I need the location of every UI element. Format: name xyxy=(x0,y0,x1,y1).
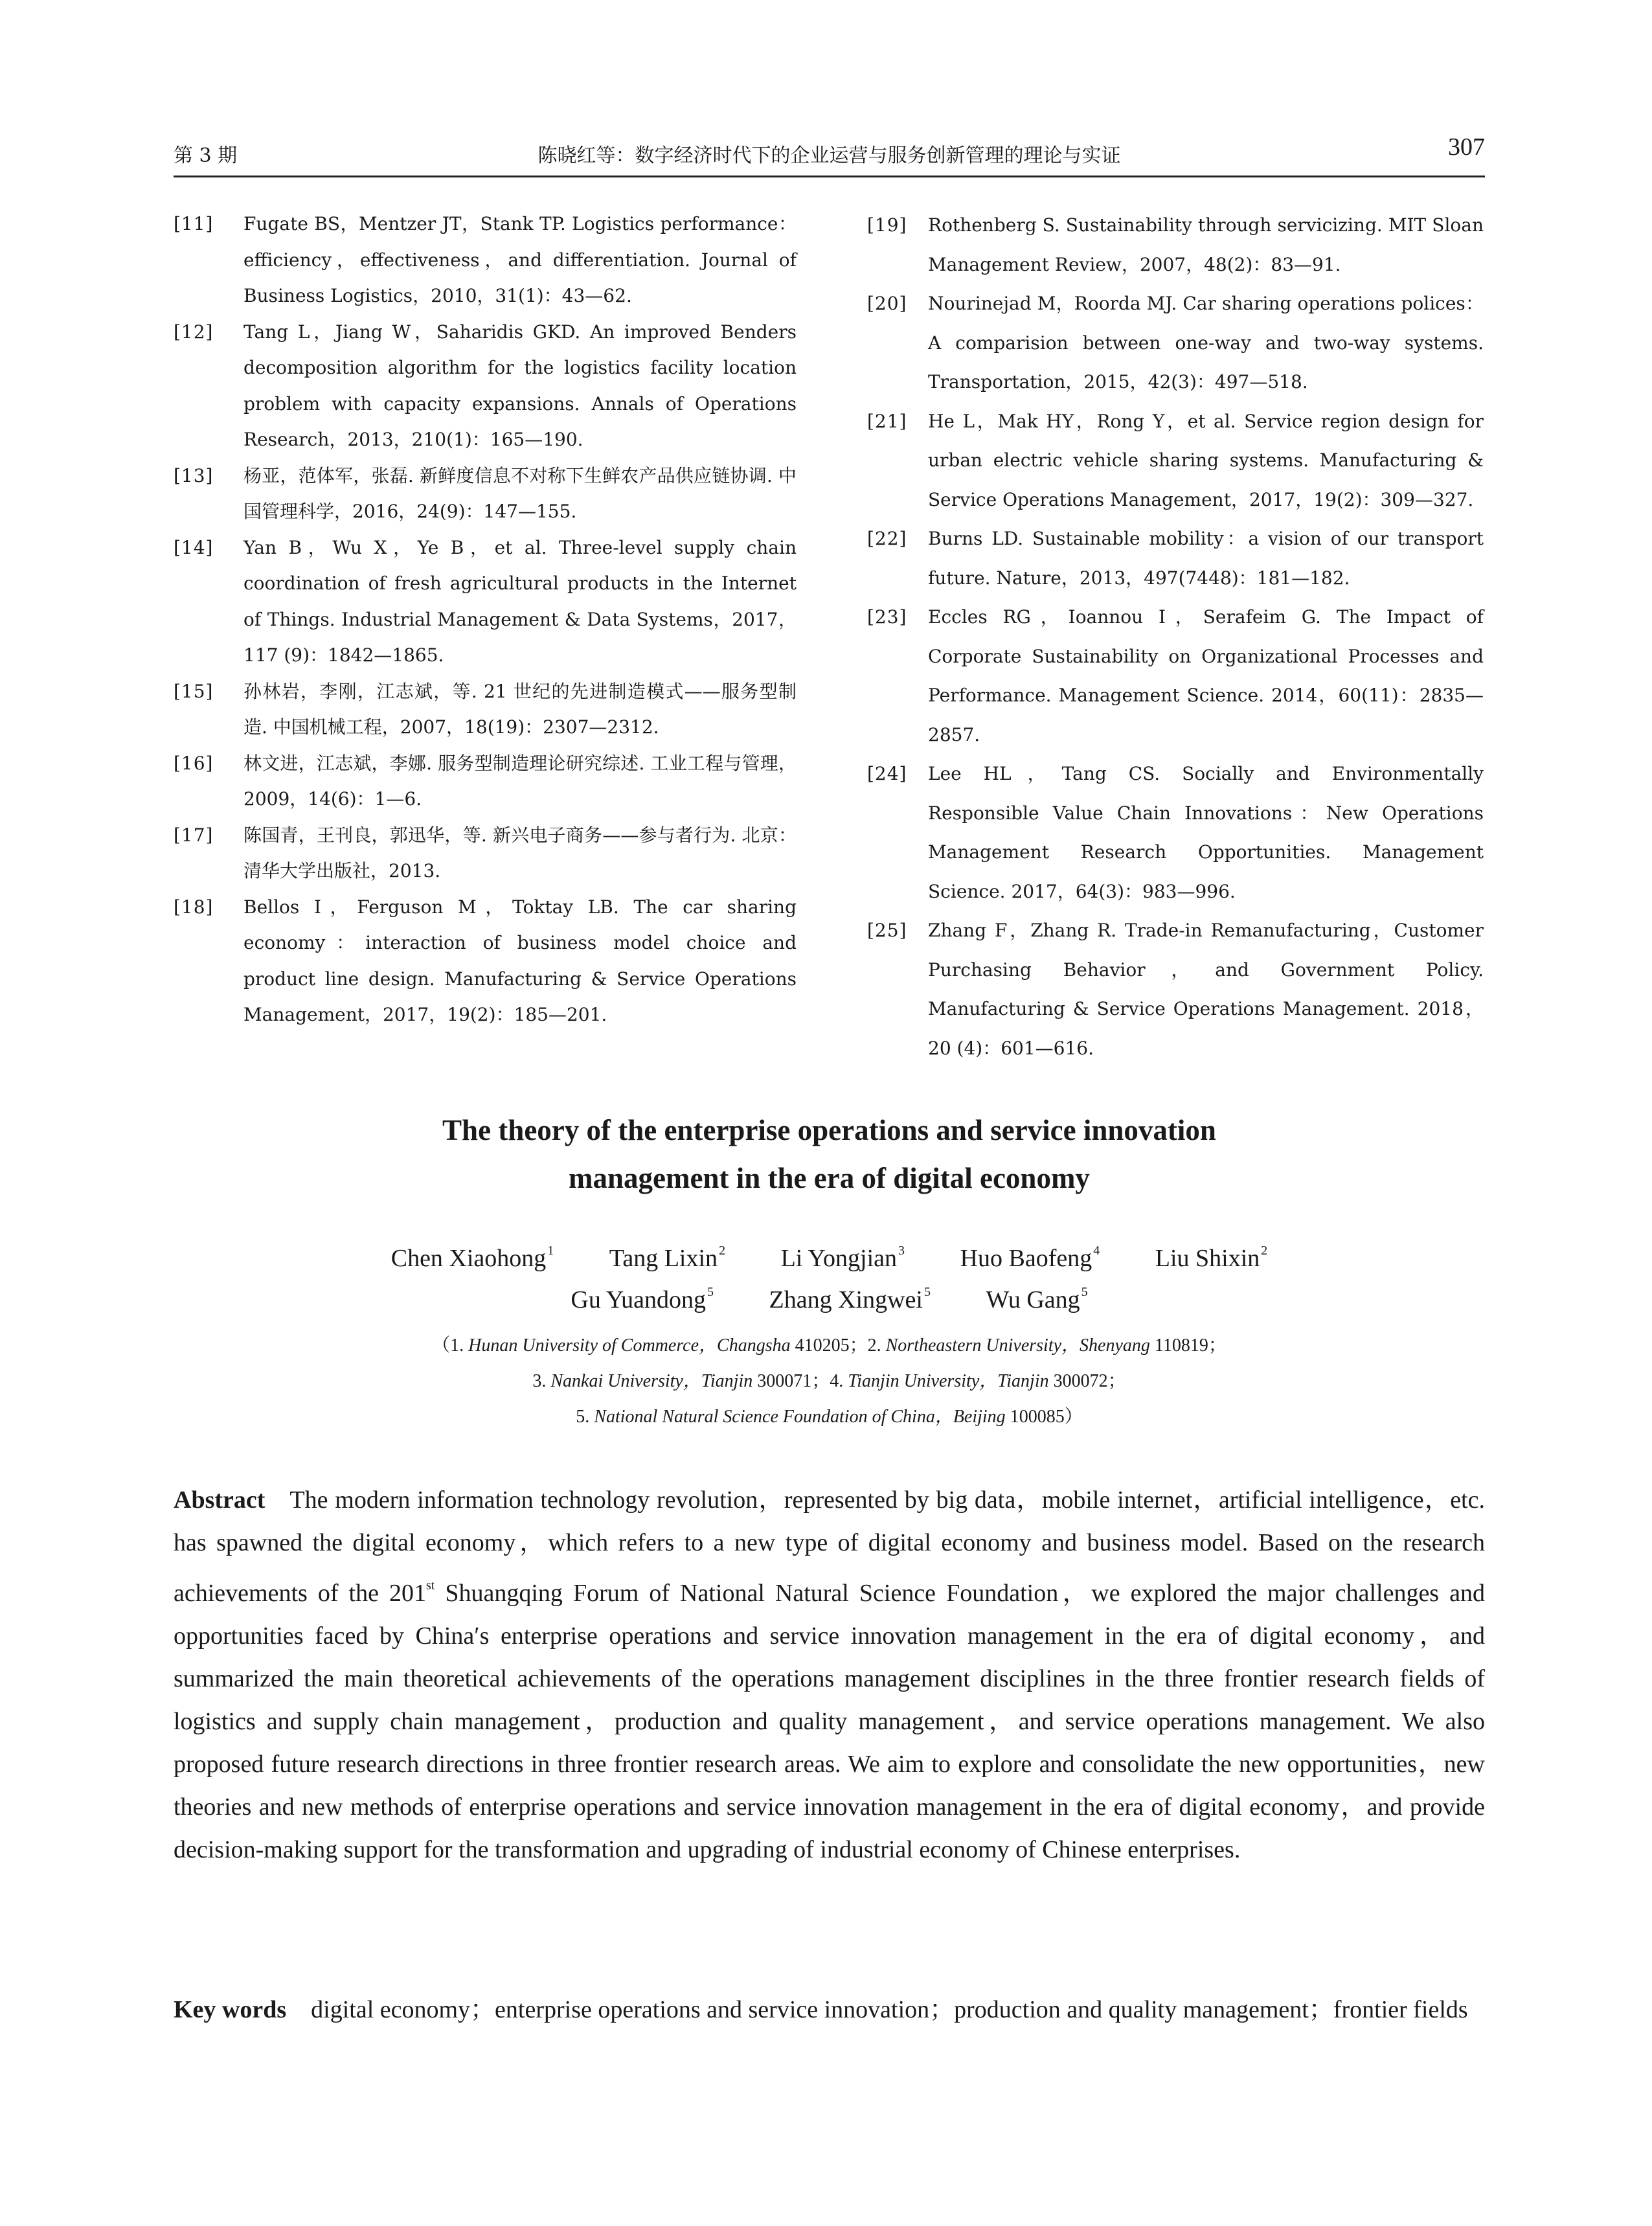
affiliation-text: 410205；2. xyxy=(795,1335,881,1356)
affiliation-institution: Hunan University of Commerce，Changsha xyxy=(468,1335,791,1356)
affiliation-line xyxy=(174,1367,1485,1392)
reference-item xyxy=(174,674,797,745)
abstract-text: Shuangqing Forum of National Natural Science Foundation，we explored the major challenges and opportunities faced by China′s enterprise operations and service innovation management in the era of digital economy，and summarized the main theoretical achievements of the operations management disciplines in the three frontier research fields of logistics and supply chain management，production and quality management，and service operations management. We also proposed future research directions in three frontier research areas. We aim to explore and consolidate the new opportunities，new theories and new methods of enterprise operations and service innovation management in the era of digital economy，and provide decision-making support for the transformation and upgrading of industrial economy of Chinese enterprises. xyxy=(174,1580,1485,1863)
affiliation-text: （1. xyxy=(432,1335,464,1356)
abstract-label: Abstract xyxy=(174,1486,266,1514)
reference-number: [16] xyxy=(174,752,214,774)
author-list xyxy=(174,1285,1485,1314)
affiliation-institution: Nankai University，Tianjin xyxy=(550,1371,753,1391)
running-title: 陈晓红等：数字经济时代下的企业运营与服务创新管理的理论与实证 xyxy=(537,144,1121,167)
reference-item xyxy=(174,458,797,530)
keywords xyxy=(174,1988,1485,2031)
reference-text: Yan B，Wu X，Ye B，et al. Three-level supply chain coordination of fresh agricultural products in the Internet of Things. Industrial Management & Data Systems，2017，117 (9)：1842—1865. xyxy=(243,536,797,666)
reference-item xyxy=(867,911,1484,1068)
reference-number: [17] xyxy=(174,824,214,846)
header-rule xyxy=(174,176,1485,177)
affiliation-text: 5. xyxy=(576,1407,590,1427)
reference-item xyxy=(867,402,1484,520)
reference-text: Eccles RG，Ioannou I，Serafeim G. The Impact of Corporate Sustainability on Organizational Processes and Performance. Management Science. 2014，60(11)：2835—2857. xyxy=(928,606,1484,745)
author xyxy=(960,1244,1100,1273)
reference-number: [11] xyxy=(174,213,214,234)
author-affiliation-mark: 3 xyxy=(898,1244,905,1258)
author-affiliation-mark: 2 xyxy=(719,1244,726,1258)
reference-text: He L，Mak HY，Rong Y，et al. Service region design for urban electric vehicle sharing systems. Manufacturing & Service Operations Management，2017，19(2)：309—327. xyxy=(928,410,1484,510)
reference-number: [18] xyxy=(174,896,214,918)
author xyxy=(1155,1244,1268,1273)
affiliation-text: 3. xyxy=(532,1371,547,1391)
author-affiliation-mark: 5 xyxy=(1081,1285,1088,1299)
reference-text: Zhang F，Zhang R. Trade-in Remanufacturing，Customer Purchasing Behavior，and Government Policy. Manufacturing & Service Operations Management. 2018，20 (4)：601—616. xyxy=(928,920,1484,1059)
author-affiliation-mark: 5 xyxy=(923,1285,931,1299)
reference-text: Nourinejad M，Roorda MJ. Car sharing operations polices：A comparision between one-way and two-way systems. Transportation，2015，42(3)：497—518. xyxy=(928,293,1484,392)
author-affiliation-mark: 5 xyxy=(707,1285,714,1299)
author-name: Huo Baofeng xyxy=(960,1245,1092,1272)
reference-text: Bellos I，Ferguson M，Toktay LB. The car sharing economy：interaction of business model choice and product line design. Manufacturing & Service Operations Management，2017，19(2)：185—201. xyxy=(243,896,797,1025)
author-name: Tang Lixin xyxy=(609,1245,718,1272)
reference-item xyxy=(174,206,797,314)
abstract xyxy=(174,1479,1485,1871)
author-affiliation-mark: 1 xyxy=(547,1244,554,1258)
keywords-label: Key words xyxy=(174,1996,287,2023)
reference-number: [15] xyxy=(174,680,214,702)
ordinal-superscript: st xyxy=(425,1578,435,1593)
reference-item xyxy=(174,817,797,889)
reference-number: [25] xyxy=(867,920,907,941)
reference-item xyxy=(867,206,1484,284)
author-name: Gu Yuandong xyxy=(571,1286,707,1313)
author-affiliation-mark: 2 xyxy=(1261,1244,1268,1258)
reference-number: [19] xyxy=(867,214,907,236)
author xyxy=(571,1285,714,1314)
reference-number: [21] xyxy=(867,410,907,432)
author-name: Wu Gang xyxy=(986,1286,1080,1313)
reference-item xyxy=(174,745,797,817)
reference-text: Tang L，Jiang W，Saharidis GKD. An improved Benders decomposition algorithm for the logistics facility location problem with capacity expansions. Annals of Operations Research，2013，210(1)：165—190. xyxy=(243,321,797,450)
author-name: Zhang Xingwei xyxy=(769,1286,923,1313)
affiliation-institution: Tianjin University，Tianjin xyxy=(848,1371,1049,1391)
affiliation-text: 300072； xyxy=(1053,1371,1126,1391)
affiliation-line xyxy=(174,1331,1485,1357)
affiliation-line xyxy=(174,1402,1485,1428)
author-list xyxy=(174,1244,1485,1273)
reference-item xyxy=(867,598,1484,755)
issue-label: 第 3 期 xyxy=(174,144,238,167)
paper-title-line: The theory of the enterprise operations and service innovation xyxy=(442,1114,1216,1146)
references-left-column xyxy=(174,206,797,1033)
running-header xyxy=(174,133,1485,172)
author xyxy=(781,1244,905,1273)
reference-number: [22] xyxy=(867,528,907,549)
reference-number: [23] xyxy=(867,606,907,628)
keywords-text: digital economy；enterprise operations and service innovation；production and quality management；frontier fields xyxy=(311,1996,1468,2023)
paper-title xyxy=(174,1106,1485,1202)
affiliation-text: 300071；4. xyxy=(757,1371,844,1391)
author xyxy=(769,1285,931,1314)
reference-item xyxy=(867,755,1484,911)
reference-number: [12] xyxy=(174,321,214,343)
reference-number: [13] xyxy=(174,464,214,486)
reference-text: 林文进，江志斌，李娜. 服务型制造理论研究综述. 工业工程与管理，2009，14(6)：1—6. xyxy=(243,752,797,810)
author xyxy=(391,1244,554,1273)
reference-number: [20] xyxy=(867,293,907,314)
abstract-text: The modern information technology revolution，represented by big data，mobile internet，artificial intelligence，etc. has spawned the digital economy，which refers to a new type of digital economy and business model. Based on the research achievements of the 201 xyxy=(174,1486,1485,1607)
author-name: Liu Shixin xyxy=(1155,1245,1260,1272)
reference-text: Burns LD. Sustainable mobility：a vision of our transport future. Nature，2013，497(7448)：181—182. xyxy=(928,528,1484,589)
reference-item xyxy=(174,314,797,458)
page-number: 307 xyxy=(1448,133,1485,161)
affiliation-institution: Northeastern University，Shenyang xyxy=(885,1335,1150,1356)
paper-title-line: management in the era of digital economy xyxy=(569,1162,1090,1194)
reference-item xyxy=(174,889,797,1033)
reference-text: 杨亚，范体军，张磊. 新鲜度信息不对称下生鲜农产品供应链协调. 中国管理科学，2016，24(9)：147—155. xyxy=(243,464,797,522)
author-name: Chen Xiaohong xyxy=(390,1245,547,1272)
reference-number: [14] xyxy=(174,536,214,558)
reference-text: Lee HL，Tang CS. Socially and Environmentally Responsible Value Chain Innovations：New Operations Management Research Opportunities. Management Science. 2017，64(3)：983—996. xyxy=(928,763,1484,902)
references-right-column xyxy=(867,206,1484,1068)
reference-text: Rothenberg S. Sustainability through servicizing. MIT Sloan Management Review，2007，48(2)：83—91. xyxy=(928,214,1484,275)
author xyxy=(609,1244,725,1273)
affiliation-institution: National Natural Science Foundation of China，Beijing xyxy=(594,1407,1006,1427)
reference-item xyxy=(174,530,797,674)
reference-text: Fugate BS，Mentzer JT，Stank TP. Logistics performance：efficiency，effectiveness，and differentiation. Journal of Business Logistics，2010，31(1)：43—62. xyxy=(243,213,797,306)
reference-text: 陈国青，王刊良，郭迅华，等. 新兴电子商务——参与者行为. 北京：清华大学出版社，2013. xyxy=(243,824,797,881)
author-name: Li Yongjian xyxy=(780,1245,898,1272)
reference-text: 孙林岩，李刚，江志斌，等. 21 世纪的先进制造模式——服务型制造. 中国机械工程，2007，18(19)：2307—2312. xyxy=(243,680,797,738)
reference-item xyxy=(867,284,1484,402)
reference-number: [24] xyxy=(867,763,907,784)
affiliation-text: 100085） xyxy=(1010,1407,1083,1427)
author xyxy=(986,1285,1087,1314)
author-affiliation-mark: 4 xyxy=(1093,1244,1100,1258)
affiliation-text: 110819； xyxy=(1154,1335,1227,1356)
reference-item xyxy=(867,519,1484,598)
